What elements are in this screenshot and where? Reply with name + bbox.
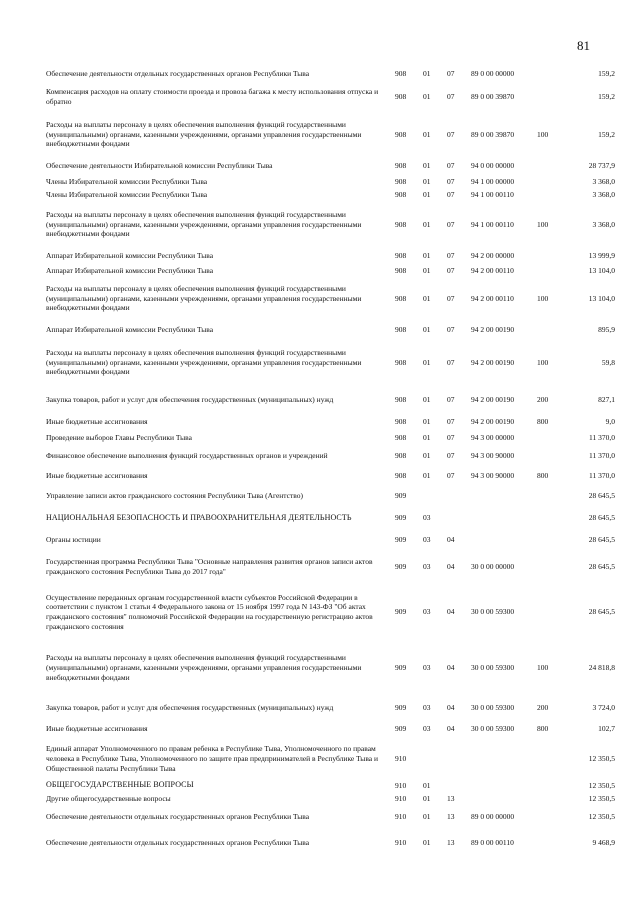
- row-expense-type: 100: [537, 129, 549, 139]
- row-name: Проведение выборов Главы Республики Тыва: [46, 432, 192, 442]
- row-section-code: 01: [423, 265, 431, 275]
- row-expense-type: [537, 320, 567, 339]
- row-target-article: 94 1 00 00110: [471, 190, 514, 200]
- table-row: [46, 320, 615, 339]
- row-subsection-code: 04: [447, 724, 455, 734]
- row-glav-code: 908: [395, 471, 407, 481]
- row-section-code: 03: [423, 513, 431, 523]
- row-subsection-code: 07: [447, 176, 455, 186]
- row-target-article: 89 0 00 00110: [471, 838, 514, 848]
- row-glav-code: 909: [395, 490, 407, 500]
- row-section-code: [423, 739, 447, 779]
- row-name: Обеспечение деятельности Избирательной комиссии Республики Тыва: [46, 161, 273, 171]
- row-glav-code: 908: [395, 432, 407, 442]
- page-number: 81: [577, 38, 590, 53]
- row-expense-type: [537, 584, 567, 640]
- row-sum: 3 368,0: [592, 219, 615, 229]
- row-name: Аппарат Избирательной комиссии Республики Тыва: [46, 265, 214, 275]
- row-section-code: 03: [423, 607, 431, 617]
- row-section-code: 03: [423, 562, 431, 572]
- row-expense-type: 800: [537, 416, 549, 426]
- row-section-code: 01: [423, 176, 431, 186]
- table-row: [46, 188, 615, 202]
- row-target-article: 94 2 00 00190: [471, 324, 515, 334]
- row-subsection-code: 07: [447, 250, 455, 260]
- row-target-article: [471, 506, 537, 530]
- row-subsection-code: 04: [447, 535, 455, 545]
- row-target-article: 94 2 00 00110: [471, 265, 514, 275]
- row-target-article: 94 2 00 00110: [471, 293, 514, 303]
- row-expense-type: [537, 247, 567, 264]
- row-expense-type: [537, 188, 567, 202]
- row-target-article: 30 0 00 59300: [471, 607, 515, 617]
- row-target-article: [471, 530, 537, 550]
- row-glav-code: 908: [395, 416, 407, 426]
- row-subsection-code: [447, 779, 471, 792]
- row-target-article: 89 0 00 39870: [471, 129, 515, 139]
- row-sum: 13 104,0: [588, 293, 615, 303]
- row-subsection-code: 04: [447, 702, 455, 712]
- row-sum: 12 350,5: [588, 811, 615, 821]
- row-expense-type: 800: [537, 471, 549, 481]
- row-expense-type: [537, 264, 567, 277]
- table-row: [46, 157, 615, 175]
- row-section-code: 01: [423, 811, 431, 821]
- row-glav-code: 909: [395, 513, 407, 523]
- row-subsection-code: 07: [447, 219, 455, 229]
- row-section-code: 01: [423, 471, 431, 481]
- row-section-code: 01: [423, 129, 431, 139]
- row-subsection-code: 07: [447, 91, 455, 101]
- row-section-code: 01: [423, 219, 431, 229]
- row-sum: 59,8: [601, 357, 615, 367]
- table-row: [46, 339, 615, 386]
- row-sum: 13 999,9: [588, 250, 615, 260]
- row-glav-code: 909: [395, 663, 407, 673]
- row-glav-code: 908: [395, 324, 407, 334]
- row-section-code: [423, 485, 447, 506]
- row-glav-code: 910: [395, 838, 407, 848]
- row-sum: 13 104,0: [588, 265, 615, 275]
- table-row: [46, 247, 615, 264]
- row-target-article: 94 1 00 00110: [471, 219, 514, 229]
- row-target-article: 94 3 00 90000: [471, 451, 515, 461]
- row-subsection-code: 07: [447, 68, 455, 78]
- row-section-code: 03: [423, 663, 431, 673]
- row-expense-type: 100: [537, 663, 549, 673]
- row-sum: 3 724,0: [592, 702, 615, 712]
- row-subsection-code: 04: [447, 663, 455, 673]
- row-subsection-code: 13: [447, 811, 455, 821]
- row-sum: 159,2: [598, 91, 615, 101]
- row-target-article: 30 0 00 59300: [471, 663, 515, 673]
- row-expense-type: 100: [537, 293, 549, 303]
- row-sum: 9,0: [605, 416, 615, 426]
- row-subsection-code: 07: [447, 357, 455, 367]
- row-glav-code: 908: [395, 219, 407, 229]
- row-subsection-code: 07: [447, 129, 455, 139]
- row-sum: 28 645,5: [588, 607, 615, 617]
- row-name: Управление записи актов гражданского состояния Республики Тыва (Агентство): [46, 490, 304, 500]
- row-name: Расходы на выплаты персоналу в целях обеспечения выполнения функций государственными (муниципальными) органами, казенными учреждениями, органами управления государственными внебюджетными фондами: [46, 283, 362, 313]
- row-glav-code: 908: [395, 190, 407, 200]
- row-target-article: [471, 779, 537, 792]
- table-row: [46, 386, 615, 413]
- row-target-article: 94 3 00 90000: [471, 471, 515, 481]
- row-expense-type: [537, 530, 567, 550]
- table-row: [46, 640, 615, 696]
- row-name: Члены Избирательной комиссии Республики Тыва: [46, 190, 208, 200]
- row-name: Иные бюджетные ассигнования: [46, 416, 148, 426]
- row-glav-code: 908: [395, 161, 407, 171]
- row-target-article: 94 0 00 00000: [471, 161, 515, 171]
- row-expense-type: [537, 506, 567, 530]
- row-sum: 28 737,9: [588, 161, 615, 171]
- row-section-code: 01: [423, 91, 431, 101]
- row-sum: 3 368,0: [592, 176, 615, 186]
- table-row: [46, 430, 615, 445]
- row-glav-code: 908: [395, 451, 407, 461]
- table-row: [46, 792, 615, 805]
- row-sum: 159,2: [598, 129, 615, 139]
- row-target-article: 30 0 00 59300: [471, 702, 515, 712]
- row-target-article: 94 3 00 00000: [471, 432, 515, 442]
- row-section-code: 01: [423, 68, 431, 78]
- row-sum: 28 645,5: [588, 535, 615, 545]
- row-section-code: 03: [423, 535, 431, 545]
- row-target-article: 94 2 00 00190: [471, 357, 515, 367]
- row-subsection-code: 13: [447, 793, 455, 803]
- row-name: Органы юстиции: [46, 535, 101, 545]
- row-section-code: 01: [423, 324, 431, 334]
- row-glav-code: 910: [395, 780, 407, 790]
- table-row: [46, 530, 615, 550]
- row-name: Расходы на выплаты персоналу в целях обеспечения выполнения функций государственными (муниципальными) органами, казенными учреждениями, органами управления государственными внебюджетными фондами: [46, 209, 362, 239]
- row-glav-code: 908: [395, 250, 407, 260]
- row-section-code: 01: [423, 793, 431, 803]
- table-row: [46, 445, 615, 467]
- row-expense-type: [537, 175, 567, 188]
- table-row: [46, 719, 615, 739]
- row-expense-type: [537, 792, 567, 805]
- row-subsection-code: 04: [447, 562, 455, 572]
- row-target-article: 94 2 00 00000: [471, 250, 515, 260]
- row-section-code: 01: [423, 432, 431, 442]
- row-section-code: 01: [423, 250, 431, 260]
- row-target-article: [471, 792, 537, 805]
- row-name: Иные бюджетные ассигнования: [46, 471, 148, 481]
- row-subsection-code: 07: [447, 432, 455, 442]
- row-subsection-code: 07: [447, 451, 455, 461]
- row-target-article: 89 0 00 00000: [471, 68, 515, 78]
- row-name: Другие общегосударственные вопросы: [46, 793, 171, 803]
- table-row: [46, 175, 615, 188]
- row-expense-type: [537, 485, 567, 506]
- table-row: [46, 506, 615, 530]
- row-expense-type: [537, 430, 567, 445]
- table-row: [46, 202, 615, 247]
- table-row: [46, 112, 615, 157]
- row-subsection-code: 07: [447, 416, 455, 426]
- table-row: [46, 550, 615, 584]
- row-glav-code: 909: [395, 562, 407, 572]
- row-subsection-code: 13: [447, 838, 455, 848]
- row-name: Обеспечение деятельности отдельных государственных органов Республики Тыва: [46, 68, 310, 78]
- row-expense-type: 200: [537, 394, 549, 404]
- row-glav-code: 908: [395, 357, 407, 367]
- row-sum: 28 645,5: [588, 513, 615, 523]
- row-section-code: 01: [423, 394, 431, 404]
- row-name: Единый аппарат Уполномоченного по правам ребенка в Республике Тыва, Уполномоченного по правам человека в Республике Тыва, Уполномоченного по защите прав предпринимателей в Республике Тыва и Общественной палаты Республики Тыва: [46, 744, 379, 773]
- row-section-code: 01: [423, 161, 431, 171]
- row-glav-code: 910: [395, 811, 407, 821]
- row-expense-type: [537, 81, 567, 112]
- table-row: [46, 828, 615, 858]
- row-subsection-code: 07: [447, 161, 455, 171]
- row-target-article: 30 0 00 00000: [471, 562, 515, 572]
- row-subsection-code: 07: [447, 265, 455, 275]
- row-sum: 24 818,8: [588, 663, 615, 673]
- row-subsection-code: 07: [447, 190, 455, 200]
- row-glav-code: 909: [395, 607, 407, 617]
- row-sum: 9 468,9: [592, 838, 615, 848]
- row-sum: 12 350,5: [588, 793, 615, 803]
- row-expense-type: 200: [537, 702, 549, 712]
- row-section-code: 01: [423, 190, 431, 200]
- table-row: [46, 739, 615, 779]
- row-section-code: 01: [423, 357, 431, 367]
- row-name: Компенсация расходов на оплату стоимости проезда и провоза багажа к месту использования отпуска и обратно: [46, 86, 379, 106]
- row-sum: 11 370,0: [589, 451, 615, 461]
- row-name: Расходы на выплаты персоналу в целях обеспечения выполнения функций государственными (муниципальными) органами, казенными учреждениями, органами управления государственными внебюджетными фондами: [46, 347, 362, 377]
- row-name: Закупка товаров, работ и услуг для обеспечения государственных (муниципальных) нужд: [46, 394, 334, 404]
- row-sum: 28 645,5: [588, 562, 615, 572]
- row-expense-type: [537, 550, 567, 584]
- row-glav-code: 909: [395, 702, 407, 712]
- row-glav-code: 909: [395, 535, 407, 545]
- row-glav-code: 908: [395, 176, 407, 186]
- row-sum: 12 350,5: [588, 780, 615, 790]
- row-target-article: 94 2 00 00190: [471, 416, 515, 426]
- row-expense-type: 100: [537, 219, 549, 229]
- row-sum: 11 370,0: [589, 432, 615, 442]
- row-glav-code: 910: [395, 754, 407, 764]
- row-section-code: 01: [423, 293, 431, 303]
- row-glav-code: 908: [395, 394, 407, 404]
- row-name: Расходы на выплаты персоналу в целях обеспечения выполнения функций государственными (муниципальными) органами, казенными учреждениями, органами управления государственными внебюджетными фондами: [46, 119, 362, 149]
- row-glav-code: 908: [395, 293, 407, 303]
- row-subsection-code: 04: [447, 607, 455, 617]
- table-row: [46, 485, 615, 506]
- row-subsection-code: 07: [447, 471, 455, 481]
- row-section-code: 01: [423, 838, 431, 848]
- table-row: [46, 805, 615, 828]
- table-row: [46, 66, 615, 81]
- row-glav-code: 910: [395, 793, 407, 803]
- row-section-code: 01: [423, 451, 431, 461]
- row-expense-type: [537, 805, 567, 828]
- row-glav-code: 908: [395, 265, 407, 275]
- row-name: Аппарат Избирательной комиссии Республики Тыва: [46, 324, 214, 334]
- row-section-code: 01: [423, 416, 431, 426]
- row-sum: 3 368,0: [592, 190, 615, 200]
- row-target-article: 89 0 00 39870: [471, 91, 515, 101]
- row-sum: 159,2: [598, 68, 615, 78]
- row-sum: 895,9: [598, 324, 615, 334]
- row-subsection-code: 07: [447, 394, 455, 404]
- budget-table: [46, 66, 615, 858]
- row-expense-type: [537, 66, 567, 81]
- row-expense-type: [537, 779, 567, 792]
- row-sum: 12 350,5: [588, 754, 615, 764]
- row-subsection-code: [447, 739, 471, 779]
- row-name: Финансовое обеспечение выполнения функций государственных органов и учреждений: [46, 451, 328, 461]
- table-row: [46, 696, 615, 719]
- row-expense-type: [537, 445, 567, 467]
- table-row: [46, 81, 615, 112]
- table-row: [46, 413, 615, 430]
- row-name: Члены Избирательной комиссии Республики Тыва: [46, 176, 208, 186]
- row-target-article: 94 2 00 00190: [471, 394, 515, 404]
- row-name: ОБЩЕГОСУДАРСТВЕННЫЕ ВОПРОСЫ: [46, 780, 194, 790]
- row-name: Осуществление переданных органам государственной власти субъектов Российской Федерации в соответствии с пунктом 1 статьи 4 Федерального закона от 15 ноября 1997 года N 143-ФЗ "Об актах гражданского состояния" полномочий Российской Федерации на государственную регистрацию актов гражданского состояния: [46, 592, 373, 631]
- row-name: Иные бюджетные ассигнования: [46, 724, 148, 734]
- table-row: [46, 277, 615, 320]
- row-subsection-code: 07: [447, 324, 455, 334]
- row-expense-type: [537, 157, 567, 175]
- row-name: Обеспечение деятельности отдельных государственных органов Республики Тыва: [46, 838, 310, 848]
- row-section-code: 01: [423, 780, 431, 790]
- row-expense-type: 800: [537, 724, 549, 734]
- row-sum: 102,7: [598, 724, 615, 734]
- table-row: [46, 779, 615, 792]
- row-subsection-code: [447, 485, 471, 506]
- row-subsection-code: [447, 506, 471, 530]
- row-glav-code: 909: [395, 724, 407, 734]
- row-sum: 28 645,5: [588, 490, 615, 500]
- row-sum: 827,1: [598, 394, 615, 404]
- row-name: Закупка товаров, работ и услуг для обеспечения государственных (муниципальных) нужд: [46, 702, 334, 712]
- row-expense-type: [537, 739, 567, 779]
- row-name: Аппарат Избирательной комиссии Республики Тыва: [46, 250, 214, 260]
- row-section-code: 03: [423, 702, 431, 712]
- row-glav-code: 908: [395, 68, 407, 78]
- row-target-article: 89 0 00 00000: [471, 811, 515, 821]
- row-glav-code: 908: [395, 91, 407, 101]
- row-glav-code: 908: [395, 129, 407, 139]
- row-target-article: 94 1 00 00000: [471, 176, 515, 186]
- table-row: [46, 467, 615, 485]
- row-sum: 11 370,0: [589, 471, 615, 481]
- row-target-article: [471, 485, 537, 506]
- row-expense-type: 100: [537, 357, 549, 367]
- row-name: Расходы на выплаты персоналу в целях обеспечения выполнения функций государственными (муниципальными) органами, казенными учреждениями, органами управления государственными внебюджетными фондами: [46, 653, 362, 682]
- row-section-code: 03: [423, 724, 431, 734]
- row-name: Государственная программа Республики Тыва "Основные направления развития органов записи актов гражданского состояния Республики Тыва до 2017 года": [46, 557, 373, 576]
- row-expense-type: [537, 828, 567, 858]
- row-target-article: [471, 739, 537, 779]
- row-name: НАЦИОНАЛЬНАЯ БЕЗОПАСНОСТЬ И ПРАВООХРАНИТЕЛЬНАЯ ДЕЯТЕЛЬНОСТЬ: [46, 512, 352, 522]
- table-row: [46, 584, 615, 640]
- row-subsection-code: 07: [447, 293, 455, 303]
- table-row: [46, 264, 615, 277]
- row-name: Обеспечение деятельности отдельных государственных органов Республики Тыва: [46, 811, 310, 821]
- row-target-article: 30 0 00 59300: [471, 724, 515, 734]
